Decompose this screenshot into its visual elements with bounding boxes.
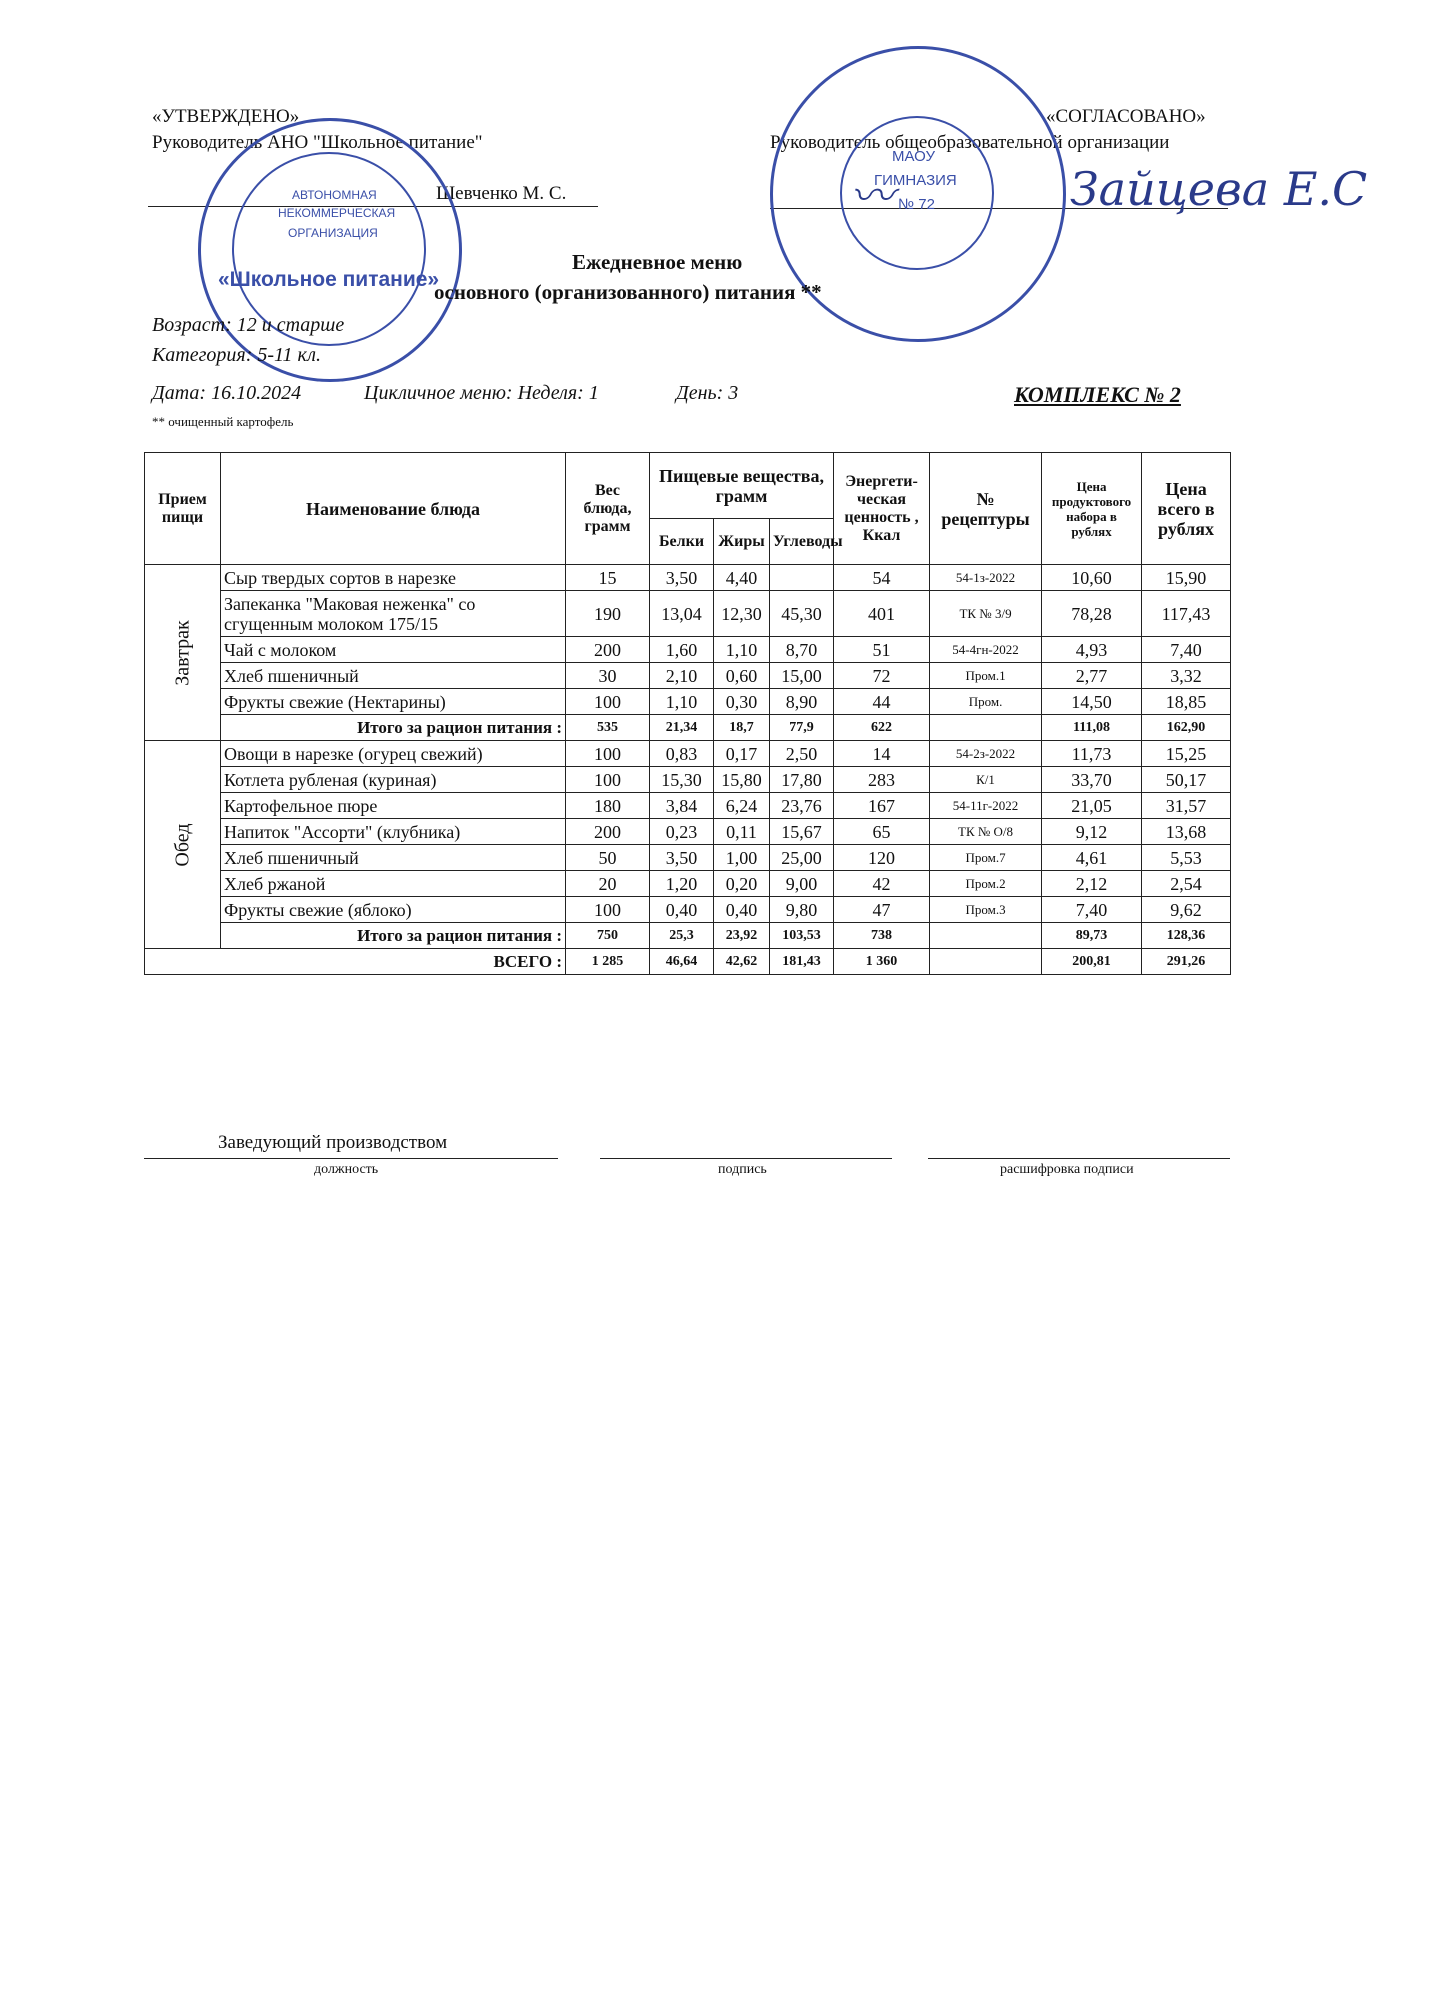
cell-price-set: 2,77 bbox=[1042, 663, 1142, 689]
cell-protein: 3,50 bbox=[650, 845, 714, 871]
meal-label-text: Завтрак bbox=[171, 619, 194, 686]
total-energy: 622 bbox=[834, 715, 930, 741]
total-label: Итого за рацион питания : bbox=[221, 923, 566, 949]
cell-fat: 0,60 bbox=[714, 663, 770, 689]
header-dish-name: Наименование блюда bbox=[221, 453, 566, 565]
cell-carbs: 9,00 bbox=[770, 871, 834, 897]
complex-label: КОМПЛЕКС № 2 bbox=[1014, 382, 1181, 407]
approved-heading: «УТВЕРЖДЕНО» bbox=[152, 106, 300, 127]
cell-price-set: 2,12 bbox=[1042, 871, 1142, 897]
header-price-total: Цена всего в рублях bbox=[1142, 453, 1231, 565]
cell-protein: 1,10 bbox=[650, 689, 714, 715]
cell-recipe: Пром.1 bbox=[930, 663, 1042, 689]
cell-price-set: 4,61 bbox=[1042, 845, 1142, 871]
footer-signature-line bbox=[600, 1158, 892, 1159]
cell-price-total: 18,85 bbox=[1142, 689, 1231, 715]
cell-weight: 100 bbox=[566, 897, 650, 923]
age-label: Возраст: 12 и старше bbox=[152, 314, 345, 336]
cell-weight: 100 bbox=[566, 767, 650, 793]
meal-label-text: Обед bbox=[171, 822, 194, 867]
total-price-set: 200,81 bbox=[1042, 949, 1142, 975]
cell-carbs: 8,90 bbox=[770, 689, 834, 715]
cell-weight: 30 bbox=[566, 663, 650, 689]
cell-price-set: 21,05 bbox=[1042, 793, 1142, 819]
total-label: Итого за рацион питания : bbox=[221, 715, 566, 741]
total-carbs: 77,9 bbox=[770, 715, 834, 741]
total-fat: 18,7 bbox=[714, 715, 770, 741]
category-label: Категория: 5-11 кл. bbox=[152, 344, 322, 366]
dish-name: Запеканка "Маковая неженка" со сгущенным молоком 175/15 bbox=[221, 591, 566, 637]
total-price-set: 89,73 bbox=[1042, 923, 1142, 949]
cell-protein: 13,04 bbox=[650, 591, 714, 637]
total-row bbox=[145, 923, 1231, 949]
table-row bbox=[145, 819, 1231, 845]
cell-protein: 1,60 bbox=[650, 637, 714, 663]
cell-carbs: 8,70 bbox=[770, 637, 834, 663]
header-recipe: № рецептуры bbox=[930, 453, 1042, 565]
header-fat: Жиры bbox=[714, 519, 770, 565]
cell-energy: 283 bbox=[834, 767, 930, 793]
cell-fat: 4,40 bbox=[714, 565, 770, 591]
cell-weight: 20 bbox=[566, 871, 650, 897]
header-price-set: Цена продуктового набора в рублях bbox=[1042, 453, 1142, 565]
cell-price-total: 5,53 bbox=[1142, 845, 1231, 871]
table-row bbox=[145, 767, 1231, 793]
cell-price-set: 9,12 bbox=[1042, 819, 1142, 845]
cell-weight: 190 bbox=[566, 591, 650, 637]
cell-price-total: 3,32 bbox=[1142, 663, 1231, 689]
footer-caption-signature: подпись bbox=[718, 1162, 767, 1177]
cell-protein: 0,40 bbox=[650, 897, 714, 923]
cell-recipe: Пром.3 bbox=[930, 897, 1042, 923]
cell-price-total: 50,17 bbox=[1142, 767, 1231, 793]
dish-name: Картофельное пюре bbox=[221, 793, 566, 819]
table-row bbox=[145, 793, 1231, 819]
dish-name: Чай с молоком bbox=[221, 637, 566, 663]
cell-recipe: Пром. bbox=[930, 689, 1042, 715]
cell-price-total: 31,57 bbox=[1142, 793, 1231, 819]
cycle-label: Цикличное меню: Неделя: 1 bbox=[364, 382, 599, 404]
dish-name: Хлеб ржаной bbox=[221, 871, 566, 897]
cell-fat: 1,00 bbox=[714, 845, 770, 871]
cell-price-set: 10,60 bbox=[1042, 565, 1142, 591]
agreed-role: Руководитель общеобразовательной организации bbox=[770, 132, 1170, 153]
total-weight: 535 bbox=[566, 715, 650, 741]
day-label: День: 3 bbox=[676, 382, 739, 404]
total-weight: 750 bbox=[566, 923, 650, 949]
school-stamp-line-3: № 72 bbox=[898, 196, 935, 213]
footer-position-line bbox=[144, 1158, 558, 1159]
table-row bbox=[145, 845, 1231, 871]
cell-recipe: 54-4гн-2022 bbox=[930, 637, 1042, 663]
dish-name: Хлеб пшеничный bbox=[221, 845, 566, 871]
footer-decode-line bbox=[928, 1158, 1230, 1159]
total-price-total: 162,90 bbox=[1142, 715, 1231, 741]
cell-carbs: 23,76 bbox=[770, 793, 834, 819]
cell-protein: 0,83 bbox=[650, 741, 714, 767]
header-protein: Белки bbox=[650, 519, 714, 565]
school-stamp-line-2: ГИМНАЗИЯ bbox=[874, 172, 957, 189]
cell-recipe: К/1 bbox=[930, 767, 1042, 793]
cell-weight: 100 bbox=[566, 689, 650, 715]
total-label: ВСЕГО : bbox=[145, 949, 566, 975]
meal-label bbox=[145, 741, 221, 949]
cell-carbs: 17,80 bbox=[770, 767, 834, 793]
cell-carbs: 25,00 bbox=[770, 845, 834, 871]
cell-weight: 15 bbox=[566, 565, 650, 591]
cell-energy: 42 bbox=[834, 871, 930, 897]
cell-fat: 0,40 bbox=[714, 897, 770, 923]
cell-recipe: 54-2з-2022 bbox=[930, 741, 1042, 767]
cell-energy: 51 bbox=[834, 637, 930, 663]
total-carbs: 103,53 bbox=[770, 923, 834, 949]
cell-weight: 200 bbox=[566, 637, 650, 663]
total-fat: 23,92 bbox=[714, 923, 770, 949]
cell-carbs: 45,30 bbox=[770, 591, 834, 637]
cell-recipe: 54-11г-2022 bbox=[930, 793, 1042, 819]
cell-protein: 2,10 bbox=[650, 663, 714, 689]
title-line-1: Ежедневное меню bbox=[572, 250, 743, 274]
cell-carbs: 9,80 bbox=[770, 897, 834, 923]
cell-energy: 167 bbox=[834, 793, 930, 819]
menu-table bbox=[144, 452, 1231, 975]
dish-name: Фрукты свежие (Нектарины) bbox=[221, 689, 566, 715]
agreed-signature: Зайцева Е.С bbox=[1070, 162, 1368, 216]
cell-recipe: ТК № 3/9 bbox=[930, 591, 1042, 637]
total-energy: 738 bbox=[834, 923, 930, 949]
cell-protein: 1,20 bbox=[650, 871, 714, 897]
cell-price-total: 15,25 bbox=[1142, 741, 1231, 767]
cell-price-total: 117,43 bbox=[1142, 591, 1231, 637]
cell-energy: 65 bbox=[834, 819, 930, 845]
cell-recipe: 54-1з-2022 bbox=[930, 565, 1042, 591]
cell-carbs: 15,67 bbox=[770, 819, 834, 845]
cell-weight: 100 bbox=[566, 741, 650, 767]
cell-weight: 50 bbox=[566, 845, 650, 871]
title-line-2: основного (организованного) питания ** bbox=[434, 280, 822, 304]
cell-energy: 120 bbox=[834, 845, 930, 871]
cell-fat: 0,20 bbox=[714, 871, 770, 897]
header-nutrients: Пищевые вещества, грамм bbox=[650, 453, 834, 519]
total-fat: 42,62 bbox=[714, 949, 770, 975]
cell-price-set: 14,50 bbox=[1042, 689, 1142, 715]
approved-role: Руководитель АНО "Школьное питание" bbox=[152, 132, 483, 153]
cell-fat: 1,10 bbox=[714, 637, 770, 663]
cell-price-set: 7,40 bbox=[1042, 897, 1142, 923]
cell-weight: 180 bbox=[566, 793, 650, 819]
cell-fat: 0,30 bbox=[714, 689, 770, 715]
cell-weight: 200 bbox=[566, 819, 650, 845]
dish-name: Котлета рубленая (куриная) bbox=[221, 767, 566, 793]
dish-name: Фрукты свежие (яблоко) bbox=[221, 897, 566, 923]
cell-price-set: 11,73 bbox=[1042, 741, 1142, 767]
cell-fat: 6,24 bbox=[714, 793, 770, 819]
approved-name: Шевченко М. С. bbox=[436, 183, 567, 204]
total-protein: 46,64 bbox=[650, 949, 714, 975]
stamp-inner-line-3: ОРГАНИЗАЦИЯ bbox=[288, 226, 378, 240]
footer-position: Заведующий производством bbox=[218, 1132, 448, 1153]
cell-price-total: 2,54 bbox=[1142, 871, 1231, 897]
cell-energy: 401 bbox=[834, 591, 930, 637]
cell-fat: 0,17 bbox=[714, 741, 770, 767]
footer-caption-decode: расшифровка подписи bbox=[1000, 1162, 1134, 1177]
table-row bbox=[145, 871, 1231, 897]
table-row bbox=[145, 663, 1231, 689]
cell-fat: 12,30 bbox=[714, 591, 770, 637]
cell-energy: 14 bbox=[834, 741, 930, 767]
cell-price-set: 78,28 bbox=[1042, 591, 1142, 637]
cell-price-set: 33,70 bbox=[1042, 767, 1142, 793]
total-recipe bbox=[930, 923, 1042, 949]
header-carbs: Углеводы bbox=[770, 519, 834, 565]
dish-name: Овощи в нарезке (огурец свежий) bbox=[221, 741, 566, 767]
stamp-inner-line-2: НЕКОММЕРЧЕСКАЯ bbox=[278, 206, 396, 220]
header-weight: Вес блюда, грамм bbox=[566, 453, 650, 565]
cell-energy: 72 bbox=[834, 663, 930, 689]
table-row bbox=[145, 689, 1231, 715]
meal-label bbox=[145, 565, 221, 741]
cell-fat: 15,80 bbox=[714, 767, 770, 793]
cell-recipe: Пром.2 bbox=[930, 871, 1042, 897]
cell-protein: 0,23 bbox=[650, 819, 714, 845]
cell-fat: 0,11 bbox=[714, 819, 770, 845]
director-signature-scribble: 〰 bbox=[850, 171, 894, 222]
cell-carbs: 15,00 bbox=[770, 663, 834, 689]
grand-total-row bbox=[145, 949, 1231, 975]
total-recipe bbox=[930, 715, 1042, 741]
dish-name: Напиток "Ассорти" (клубника) bbox=[221, 819, 566, 845]
cell-price-total: 9,62 bbox=[1142, 897, 1231, 923]
stamp-main-text: «Школьное питание» bbox=[218, 268, 440, 291]
school-stamp-line-1: МАОУ bbox=[892, 148, 936, 165]
table-row bbox=[145, 741, 1231, 767]
cell-protein: 15,30 bbox=[650, 767, 714, 793]
dish-name: Хлеб пшеничный bbox=[221, 663, 566, 689]
cell-energy: 47 bbox=[834, 897, 930, 923]
total-energy: 1 360 bbox=[834, 949, 930, 975]
agreed-heading: «СОГЛАСОВАНО» bbox=[1046, 106, 1206, 127]
table-row bbox=[145, 565, 1231, 591]
cell-recipe: ТК № О/8 bbox=[930, 819, 1042, 845]
total-row bbox=[145, 715, 1231, 741]
cell-energy: 44 bbox=[834, 689, 930, 715]
table-row bbox=[145, 591, 1231, 637]
cell-price-total: 7,40 bbox=[1142, 637, 1231, 663]
total-price-total: 128,36 bbox=[1142, 923, 1231, 949]
table-row bbox=[145, 897, 1231, 923]
table-header-row bbox=[145, 453, 1231, 519]
stamp-inner-line-1: АВТОНОМНАЯ bbox=[292, 188, 377, 202]
footer-caption-position: должность bbox=[314, 1162, 379, 1177]
total-weight: 1 285 bbox=[566, 949, 650, 975]
total-recipe bbox=[930, 949, 1042, 975]
cell-price-total: 15,90 bbox=[1142, 565, 1231, 591]
table-row bbox=[145, 637, 1231, 663]
cell-price-set: 4,93 bbox=[1042, 637, 1142, 663]
date-label: Дата: 16.10.2024 bbox=[152, 382, 302, 404]
cell-recipe: Пром.7 bbox=[930, 845, 1042, 871]
cell-protein: 3,84 bbox=[650, 793, 714, 819]
cell-price-total: 13,68 bbox=[1142, 819, 1231, 845]
footnote: ** очищенный картофель bbox=[152, 414, 294, 429]
cell-carbs: 2,50 bbox=[770, 741, 834, 767]
cell-protein: 3,50 bbox=[650, 565, 714, 591]
cell-energy: 54 bbox=[834, 565, 930, 591]
dish-name: Сыр твердых сортов в нарезке bbox=[221, 565, 566, 591]
header-energy: Энергети- ческая ценность , Ккал bbox=[834, 453, 930, 565]
total-price-set: 111,08 bbox=[1042, 715, 1142, 741]
total-carbs: 181,43 bbox=[770, 949, 834, 975]
total-protein: 21,34 bbox=[650, 715, 714, 741]
header-meal: Прием пищи bbox=[145, 453, 221, 565]
total-price-total: 291,26 bbox=[1142, 949, 1231, 975]
cell-carbs bbox=[770, 565, 834, 591]
total-protein: 25,3 bbox=[650, 923, 714, 949]
